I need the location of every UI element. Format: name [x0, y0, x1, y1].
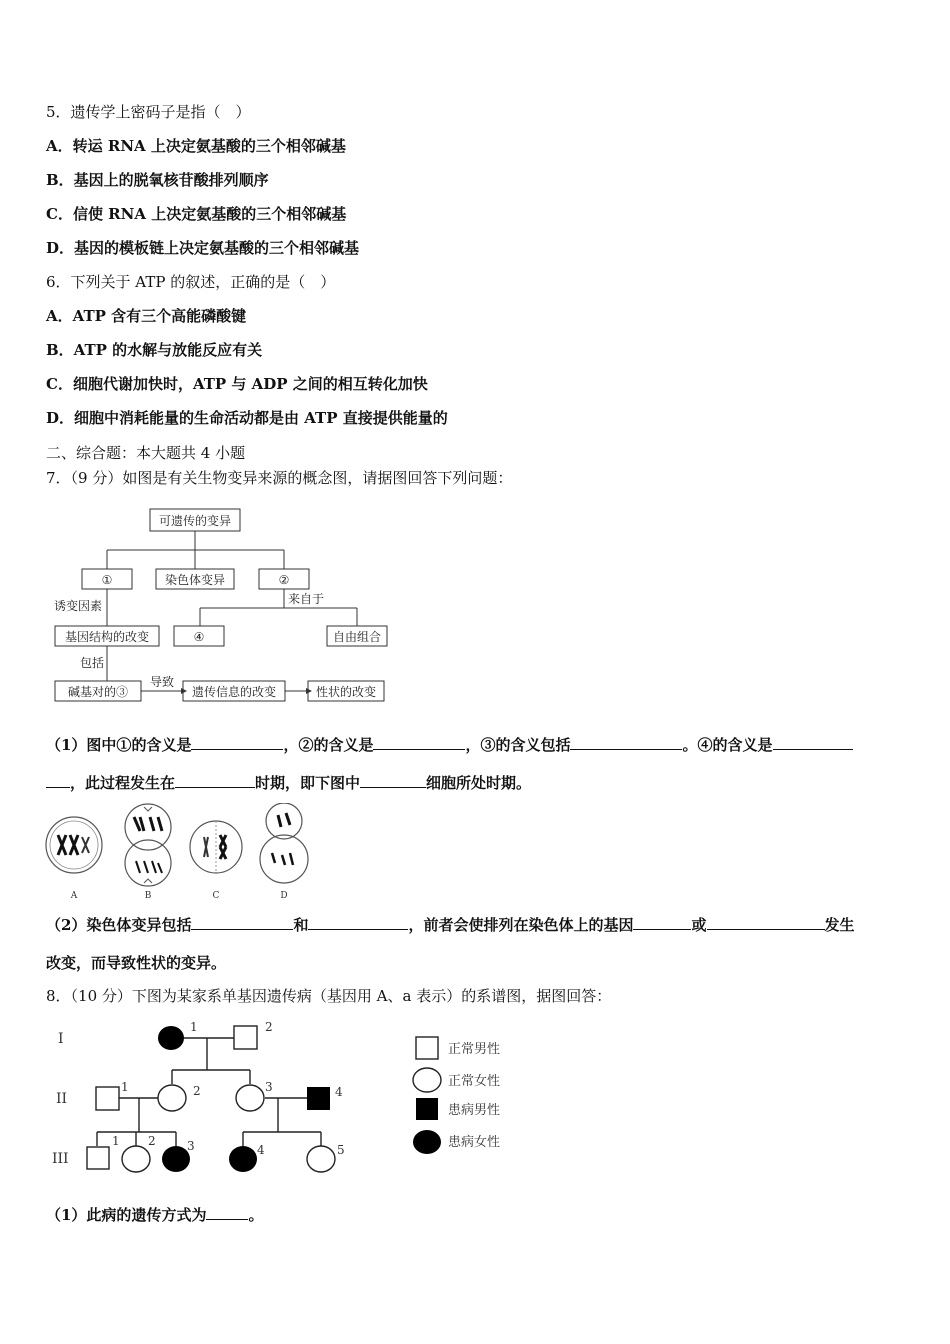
cell-a	[46, 817, 102, 873]
answer-blank-1[interactable]	[191, 735, 283, 750]
node-gene-structure-change: 基因结构的改变	[64, 630, 150, 644]
pedigree-iii3-affected-female	[162, 1146, 190, 1172]
q7-sub2-text-d: 或	[691, 916, 707, 934]
legend-affected-male-symbol	[416, 1098, 438, 1120]
answer-blank-10[interactable]	[707, 915, 825, 930]
q5-option-a: A．转运 RNA 上决定氨基酸的三个相邻碱基	[46, 137, 346, 155]
q7-sub1-text-d: 。④的含义是	[682, 736, 773, 754]
cell-label-b: B	[144, 891, 152, 901]
generation-label-2: II	[56, 1091, 68, 1107]
q7-sub1-text-b: ，②的含义是	[283, 736, 374, 754]
q7-sub1-text-g: 细胞所处时期。	[426, 774, 532, 792]
answer-blank-8[interactable]	[308, 915, 408, 930]
answer-blank-9[interactable]	[633, 915, 691, 930]
pedigree-ii3-normal-female	[236, 1085, 264, 1111]
pedigree-num-ii2: 2	[193, 1084, 201, 1098]
cell-label-d: D	[280, 891, 288, 901]
answer-blank-3[interactable]	[570, 735, 682, 750]
q5-stem: 5．遗传学上密码子是指（ ）	[46, 103, 251, 121]
q8-sub1-text-b: 。	[248, 1206, 264, 1224]
pedigree-ii2-normal-female	[158, 1085, 186, 1111]
generation-label-3: III	[52, 1151, 69, 1167]
q5-option-b: B．基因上的脱氧核苷酸排列顺序	[46, 171, 269, 189]
q5-option-d: D．基因的模板链上决定氨基酸的三个相邻碱基	[46, 239, 360, 257]
node-free-combination: 自由组合	[332, 630, 382, 644]
q6-option-c: C．细胞代谢加快时，ATP 与 ADP 之间的相互转化加快	[46, 375, 428, 393]
q7-sub1-line2	[46, 773, 531, 793]
legend-affected-female-symbol	[413, 1130, 441, 1154]
answer-blank-4[interactable]	[773, 735, 853, 750]
pedigree-num-i2: 2	[265, 1020, 273, 1034]
q6-option-b: B．ATP 的水解与放能反应有关	[46, 341, 263, 359]
label-lead-to: 导致	[150, 675, 175, 689]
pedigree-chart	[44, 1015, 534, 1190]
legend-affected-male-label: 患病男性	[448, 1103, 501, 1118]
answer-blank-4-cont[interactable]	[46, 773, 70, 788]
pedigree-ii1-normal-male	[96, 1087, 119, 1110]
q5-option-c: C．信使 RNA 上决定氨基酸的三个相邻碱基	[46, 205, 347, 223]
pedigree-i1-affected-female	[158, 1026, 184, 1050]
pedigree-num-ii3: 3	[265, 1080, 273, 1094]
q7-sub1-line1	[46, 735, 853, 755]
answer-blank-6[interactable]	[360, 773, 426, 788]
cell-division-figures	[44, 803, 324, 903]
q7-sub1-text-c: ，③的含义包括	[465, 736, 571, 754]
q7-sub1-text-a: （1）图中①的含义是	[46, 736, 192, 754]
answer-blank-2[interactable]	[373, 735, 465, 750]
pedigree-num-iii1: 1	[112, 1134, 120, 1148]
legend-normal-female-label: 正常女性	[448, 1074, 501, 1089]
node-heritable-variation: 可遗传的变异	[158, 514, 232, 528]
cell-label-a: A	[70, 891, 78, 901]
q7-sub2-line1	[46, 915, 855, 935]
legend-normal-female-symbol	[413, 1068, 441, 1092]
pedigree-num-iii3: 3	[187, 1139, 195, 1153]
q6-stem: 6．下列关于 ATP 的叙述，正确的是（ ）	[46, 273, 336, 291]
pedigree-num-ii4: 4	[335, 1085, 343, 1099]
q7-sub2-text-e: 发生	[824, 916, 855, 934]
q7-sub1-text-e: ，此过程发生在	[70, 774, 176, 792]
pedigree-iii4-affected-female	[229, 1146, 257, 1172]
legend-normal-male-label: 正常男性	[448, 1042, 501, 1057]
label-from: 来自于	[288, 592, 325, 606]
q7-sub2-text-a: （2）染色体变异包括	[46, 916, 192, 934]
pedigree-iii2-normal-female	[122, 1146, 150, 1172]
cell-c	[190, 821, 242, 873]
node-chromosome-variation: 染色体变异	[164, 573, 226, 587]
node-1: ①	[101, 573, 113, 587]
q6-option-d: D．细胞中消耗能量的生命活动都是由 ATP 直接提供能量的	[46, 409, 448, 427]
pedigree-num-i1: 1	[190, 1020, 198, 1034]
cell-d	[260, 803, 308, 883]
concept-map-diagram	[50, 505, 400, 710]
q7-sub2-line2: 改变，而导致性状的变异。	[46, 954, 227, 972]
legend-normal-male-symbol	[416, 1037, 438, 1059]
q6-option-a: A．ATP 含有三个高能磷酸键	[46, 307, 247, 325]
pedigree-num-iii4: 4	[257, 1143, 265, 1157]
legend-affected-female-label: 患病女性	[448, 1135, 501, 1150]
q8-sub1	[46, 1205, 263, 1225]
q7-sub2-text-c: ，前者会使排列在染色体上的基因	[408, 916, 634, 934]
pedigree-num-ii1: 1	[121, 1080, 129, 1094]
answer-blank-7[interactable]	[191, 915, 293, 930]
q8-sub1-text-a: （1）此病的遗传方式为	[46, 1206, 207, 1224]
answer-blank-11[interactable]	[206, 1205, 248, 1220]
q8-stem: 8．（10 分）下图为某家系单基因遗传病（基因用 A、a 表示）的系谱图，据图回答：	[46, 987, 612, 1005]
generation-label-1: I	[58, 1031, 64, 1047]
node-trait-change: 性状的改变	[315, 685, 377, 699]
label-include: 包括	[80, 656, 105, 670]
q7-sub2-text-b: 和	[293, 916, 309, 934]
answer-blank-5[interactable]	[175, 773, 255, 788]
label-mutagenic-factors: 诱变因素	[54, 599, 103, 613]
pedigree-num-iii2: 2	[148, 1134, 156, 1148]
pedigree-ii4-affected-male	[307, 1087, 330, 1110]
node-2: ②	[278, 573, 290, 587]
pedigree-num-iii5: 5	[337, 1143, 345, 1157]
q7-sub1-text-f: 时期，即下图中	[255, 774, 361, 792]
node-base-pair-3: 碱基对的③	[67, 685, 129, 699]
section-heading: 二、综合题：本大题共 4 小题	[46, 444, 246, 462]
node-genetic-info-change: 遗传信息的改变	[191, 685, 277, 699]
cell-b	[125, 804, 171, 886]
pedigree-i2-normal-male	[234, 1026, 257, 1049]
q7-stem: 7．（9 分）如图是有关生物变异来源的概念图，请据图回答下列问题：	[46, 469, 513, 487]
pedigree-iii5-normal-female	[307, 1146, 335, 1172]
cell-label-c: C	[212, 891, 220, 901]
pedigree-iii1-normal-male	[87, 1147, 109, 1169]
node-4: ④	[193, 630, 205, 644]
